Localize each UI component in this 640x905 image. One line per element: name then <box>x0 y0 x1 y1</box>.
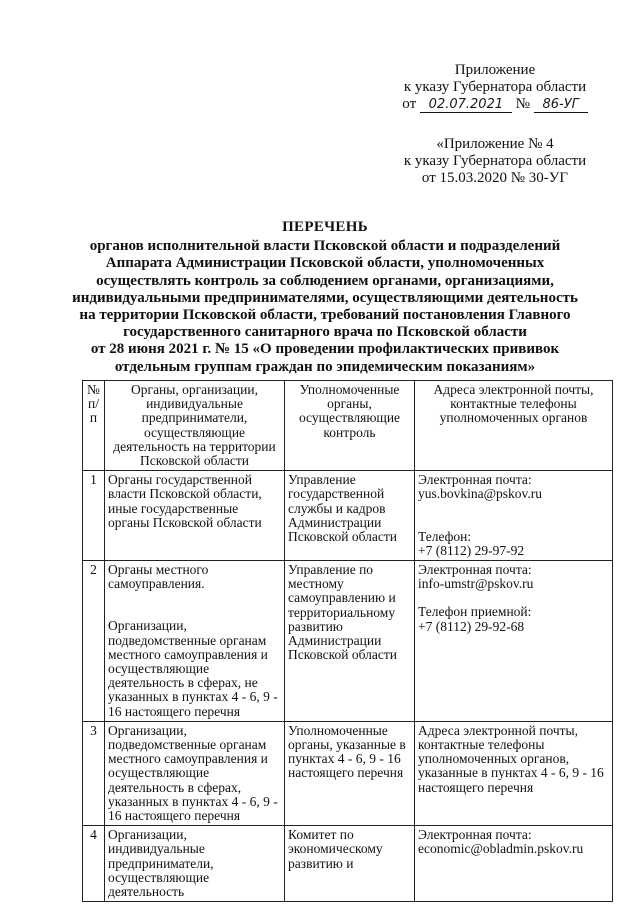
email-label: Электронная почта: <box>418 562 532 578</box>
email-address[interactable]: info-umstr@pskov.ru <box>418 576 534 592</box>
heading-line: индивидуальными предпринимателями, осуществляющими деятельность <box>72 289 578 306</box>
original-appendix-decree-line: к указу Губернатора области <box>403 153 587 169</box>
row-contacts <box>415 561 613 722</box>
number-sign: № <box>515 96 530 112</box>
phone-number[interactable]: +7 (8112) 29-92-68 <box>418 618 525 634</box>
header-authorized: Уполномоченные органы, осуществляющие контроль <box>285 381 415 471</box>
table-row <box>83 561 613 722</box>
email-label: Электронная почта: <box>418 472 532 488</box>
heading-line: от 28 июня 2021 г. № 15 «О проведении профилактических прививок <box>90 341 560 358</box>
phone-number[interactable]: +7 (8112) 29-97-92 <box>418 542 525 558</box>
heading-line: Аппарата Администрации Псковской области, уполномоченных <box>105 255 545 272</box>
heading-line: отдельным группам граждан по эпидемическим показаниям» <box>114 358 536 375</box>
row-contacts: Адреса электронной почты, контактные телефоны уполномоченных органов, указанные в пунктах 4 - 6, 9 - 16 настоящего перечня <box>415 721 613 825</box>
row-orgs-part2: Организации, подведомственные органам местного самоуправления и осуществляющие деятельность в сферах, не указанных в пунктах 4 - 6, 9 - 16 настоящего перечня <box>108 618 278 719</box>
phone-label: Телефон: <box>418 528 472 544</box>
appendix-title: Приложение <box>454 62 536 78</box>
document-heading <box>70 219 580 376</box>
row-authorized: Комитет по экономическому развитию и <box>285 826 415 902</box>
original-appendix-block <box>398 136 592 187</box>
row-orgs: Организации, индивидуальные предприниматели, осуществляющие деятельность <box>105 826 285 902</box>
email-address[interactable]: yus.bovkina@pskov.ru <box>418 486 543 502</box>
row-authorized: Управление по местному самоуправлению и территориальному развитию Администрации Псковской области <box>285 561 415 722</box>
appendix-from-prefix: от <box>402 96 417 112</box>
handwritten-date: 02.07.2021 <box>420 98 512 113</box>
table-header-row <box>83 381 613 471</box>
table-row <box>83 721 613 825</box>
table-row <box>83 826 613 902</box>
email-label: Электронная почта: <box>418 827 532 843</box>
control-bodies-table <box>82 380 613 902</box>
heading-line: на территории Псковской области, требований постановления Главного <box>79 307 571 324</box>
row-num: 1 <box>83 471 105 561</box>
handwritten-number: 86-УГ <box>534 98 588 113</box>
row-orgs <box>105 561 285 722</box>
original-appendix-title: «Приложение № 4 <box>436 136 554 152</box>
row-orgs: Органы государственной власти Псковской области, иные государственные органы Псковской области <box>105 471 285 561</box>
email-address[interactable]: economic@obladmin.pskov.ru <box>418 841 584 857</box>
row-orgs-part1: Органы местного самоуправления. <box>108 562 209 592</box>
phone-label: Телефон приемной: <box>418 604 532 620</box>
row-num: 4 <box>83 826 105 902</box>
appendix-block <box>400 62 590 113</box>
row-authorized: Управление государственной службы и кадров Администрации Псковской области <box>285 471 415 561</box>
header-contacts: Адреса электронной почты, контактные телефоны уполномоченных органов <box>415 381 613 471</box>
original-appendix-date-line: от 15.03.2020 № 30-УГ <box>421 170 569 186</box>
row-contacts <box>415 471 613 561</box>
heading-line: органов исполнительной власти Псковской области и подразделений <box>89 238 561 255</box>
table-row <box>83 471 613 561</box>
heading-title: ПЕРЕЧЕНЬ <box>282 219 368 235</box>
row-num: 3 <box>83 721 105 825</box>
appendix-decree-line: к указу Губернатора области <box>403 79 587 95</box>
row-num: 2 <box>83 561 105 722</box>
row-authorized: Уполномоченные органы, указанные в пунктах 4 - 6, 9 - 16 настоящего перечня <box>285 721 415 825</box>
heading-line: осуществлять контроль за соблюдением органами, организациями, <box>96 272 554 289</box>
heading-line: государственного санитарного врача по Псковской области <box>123 324 527 341</box>
header-num: № п/п <box>83 381 105 471</box>
header-orgs: Органы, организации, индивидуальные предприниматели, осуществляющие деятельность на территории Псковской области <box>105 381 285 471</box>
row-contacts <box>415 826 613 902</box>
row-orgs: Организации, подведомственные органам местного самоуправления и осуществляющие деятельность в сферах, указанных в пунктах 4 - 6, 9 - 16 настоящего перечня <box>105 721 285 825</box>
appendix-date-number-line <box>400 96 590 113</box>
